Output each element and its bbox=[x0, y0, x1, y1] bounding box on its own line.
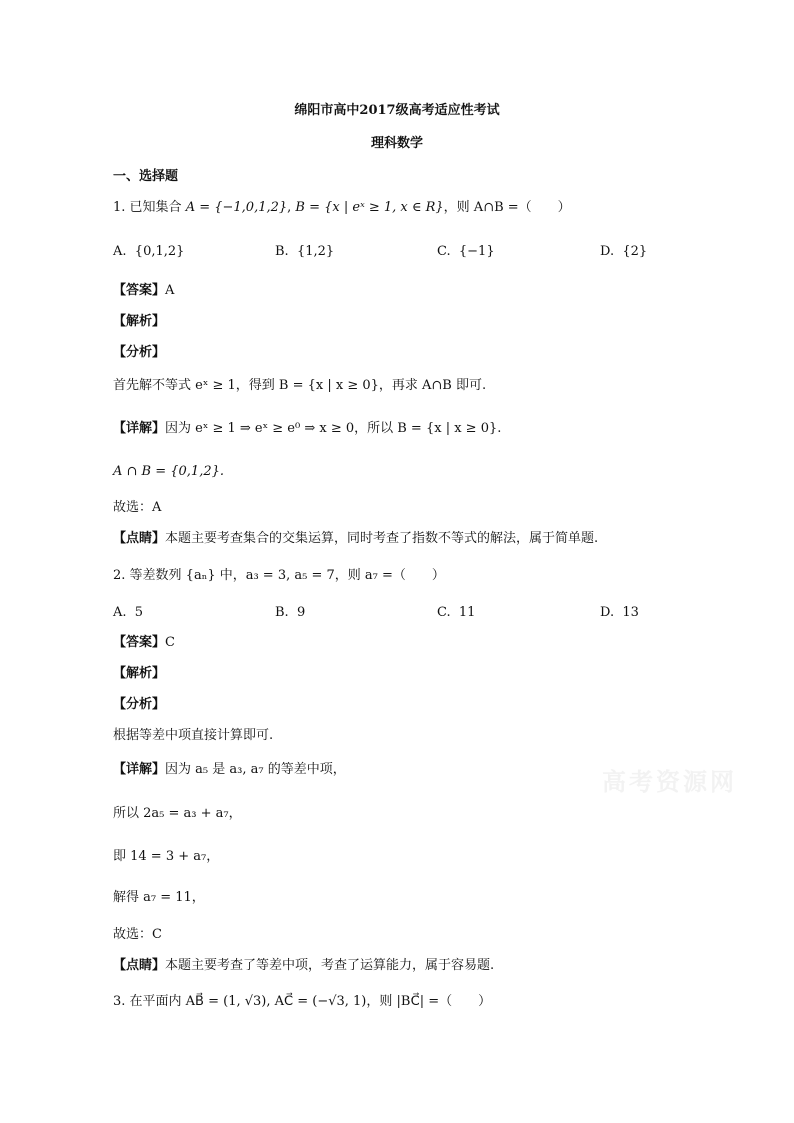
doc-title: 绵阳市高中2017级高考适应性考试 bbox=[294, 103, 500, 118]
q1-stem-suffix: ，则 A∩B =（ ） bbox=[443, 200, 571, 215]
q3-stem: 3. 在平面内 AB⃗ = (1, √3), AC⃗ = (−√3, 1)，则 |BC⃗| =（ ） bbox=[113, 994, 492, 1009]
q1-answer: 【答案】A bbox=[113, 283, 175, 298]
q2-options bbox=[0, 603, 794, 623]
q2-step-1: 所以 2a₅ = a₃ + a₇， bbox=[113, 806, 242, 821]
q1-result: A ∩ B = {0,1,2}. bbox=[113, 464, 225, 479]
q2-answer: 【答案】C bbox=[113, 635, 175, 650]
watermark: 高考资源网 bbox=[602, 767, 737, 796]
q2-step-3: 解得 a₇ = 11， bbox=[113, 890, 205, 905]
q1-comment: 【点睛】本题主要考查集合的交集运算，同时考查了指数不等式的解法，属于简单题. bbox=[113, 531, 599, 546]
q2-option-d: D. 13 bbox=[600, 605, 639, 620]
q1-detail: 【详解】因为 eˣ ≥ 1 ⇒ eˣ ≥ e⁰ ⇒ x ≥ 0，所以 B = {x | x ≥ 0}. bbox=[113, 421, 502, 436]
q1-option-c: C. {−1} bbox=[437, 244, 495, 259]
q2-choose: 故选：C bbox=[113, 927, 162, 942]
q2-analysis-label: 【解析】 bbox=[113, 666, 166, 681]
q1-options bbox=[0, 242, 794, 262]
q1-set-b: B = {x | eˣ ≥ 1, x ∈ R} bbox=[295, 200, 444, 215]
q1-set-a: A = {−1,0,1,2} bbox=[185, 200, 288, 215]
q1-option-d: D. {2} bbox=[600, 244, 648, 259]
q2-option-b: B. 9 bbox=[275, 605, 306, 620]
section-heading: 一、选择题 bbox=[113, 169, 179, 184]
q2-option-c: C. 11 bbox=[437, 605, 476, 620]
q2-step-2: 即 14 = 3 + a₇， bbox=[113, 849, 220, 864]
q1-option-a: A. {0,1,2} bbox=[113, 244, 185, 259]
q2-fenxi-label: 【分析】 bbox=[113, 697, 166, 712]
q2-fenxi-text: 根据等差中项直接计算即可. bbox=[113, 728, 274, 743]
q1-stem-prefix: 1. 已知集合 bbox=[113, 200, 182, 215]
q2-stem: 2. 等差数列 {aₙ} 中，a₃ = 3, a₅ = 7，则 a₇ =（ ） bbox=[113, 568, 445, 583]
q2-comment: 【点睛】本题主要考查了等差中项，考查了运算能力，属于容易题. bbox=[113, 958, 495, 973]
q1-choose: 故选：A bbox=[113, 500, 162, 515]
q1-fenxi-text: 首先解不等式 eˣ ≥ 1，得到 B = {x | x ≥ 0}，再求 A∩B 即可. bbox=[113, 378, 487, 393]
q2-detail: 【详解】因为 a₅ 是 a₃, a₇ 的等差中项， bbox=[113, 762, 346, 777]
q1-fenxi-label: 【分析】 bbox=[113, 345, 166, 360]
q1-stem: 1. 已知集合 A = {−1,0,1,2}, B = {x | eˣ ≥ 1, x ∈ R}，则 A∩B =（ ） bbox=[113, 200, 571, 215]
q1-analysis-label: 【解析】 bbox=[113, 314, 166, 329]
doc-subtitle: 理科数学 bbox=[370, 136, 423, 151]
q1-option-b: B. {1,2} bbox=[275, 244, 335, 259]
q2-option-a: A. 5 bbox=[113, 605, 144, 620]
